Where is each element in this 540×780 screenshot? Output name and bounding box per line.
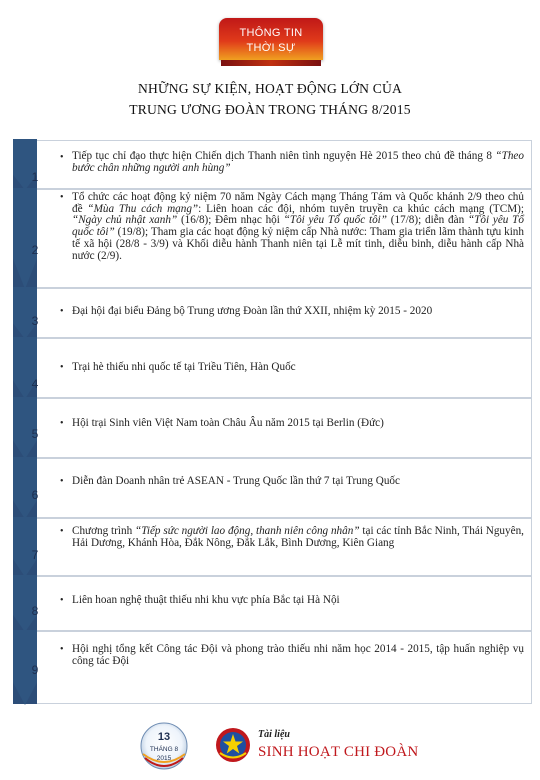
item-number: 4 [31, 377, 39, 391]
footer-month: THÁNG 8 [149, 746, 179, 753]
item-text: Trại hè thiếu nhi quốc tế tại Triều Tiên, Hàn Quốc [72, 361, 296, 373]
item-number: 7 [31, 548, 39, 562]
publication-title: SINH HOẠT CHI ĐOÀN [258, 744, 419, 760]
item-card [37, 458, 532, 518]
section-banner [219, 18, 323, 60]
item-text: Tổ chức các hoạt động kỷ niệm 70 năm Ngày Cách mạng Tháng Tám và Quốc khánh 2/9 theo chủ đề “Mùa Thu cách mạng”: Liên hoan các đội, nhóm tuyên truyền ca khúc cách mạng (TCM); “Ngày chủ nhật xanh” (16/8); Đêm nhạc hội “Tôi yêu Tổ quốc tôi” (17/8); diễn đàn “Tôi yêu Tổ quốc tôi” (19/8); Tham gia các hoạt động kỷ niệm cấp Nhà nước: Tham gia triển lãm thành tựu kinh tế xã hội (28/8 - 3/9) và Khối diễu hành Thanh niên tại Lễ mít tinh, diễu binh, diễu hành cấp Nhà nước (2/9). [72, 191, 524, 262]
list-item [0, 518, 540, 576]
item-number: 8 [31, 604, 39, 618]
bullet-icon: • [60, 476, 64, 487]
item-number: 9 [31, 663, 39, 677]
item-text: Hội nghị tổng kết Công tác Đội và phong trào thiếu nhi năm học 2014 - 2015, tập huấn nghiệp vụ công tác Đội [72, 643, 524, 667]
banner-line-1: THÔNG TIN [239, 27, 303, 39]
item-number: 6 [31, 488, 39, 502]
footer-label: Tài liệu [258, 729, 290, 740]
footer-year: 2015 [156, 755, 172, 762]
item-number-tab [13, 188, 37, 289]
bullet-icon: • [60, 644, 64, 655]
item-number: 3 [31, 314, 39, 328]
bullet-icon: • [60, 362, 64, 373]
bullet-icon: • [60, 595, 64, 606]
list-item [0, 631, 540, 704]
item-text: Tiếp tục chỉ đạo thực hiện Chiến dịch Thanh niên tình nguyện Hè 2015 theo chủ đề tháng 8 “Theo bước chân những người anh hùng” [72, 150, 524, 174]
bullet-icon: • [60, 152, 64, 163]
item-text: Đại hội đại biểu Đảng bộ Trung ương Đoàn lần thứ XXII, nhiệm kỳ 2015 - 2020 [72, 305, 433, 317]
list-item [0, 189, 540, 288]
page-title-line-1: NHỮNG SỰ KIỆN, HOẠT ĐỘNG LỚN CỦA [138, 81, 402, 96]
item-number: 2 [31, 243, 39, 257]
item-text: Hội trại Sinh viên Việt Nam toàn Châu Âu năm 2015 tại Berlin (Đức) [72, 417, 384, 429]
youth-union-logo-icon [214, 726, 252, 764]
page-number: 13 [157, 731, 171, 743]
list-item [0, 338, 540, 398]
bullet-icon: • [60, 192, 64, 203]
item-card [37, 631, 532, 704]
bullet-icon: • [60, 526, 64, 537]
item-number-tab [13, 517, 37, 577]
page-title-line-2: TRUNG ƯƠNG ĐOÀN TRONG THÁNG 8/2015 [129, 102, 411, 117]
item-number-tab [13, 287, 37, 339]
item-number: 5 [31, 427, 39, 441]
item-text: Liên hoan nghệ thuật thiếu nhi khu vực phía Bắc tại Hà Nội [72, 594, 340, 606]
bullet-icon: • [60, 418, 64, 429]
list-item [0, 398, 540, 458]
banner-line-2: THỜI SỰ [246, 42, 296, 54]
list-item [0, 458, 540, 518]
item-text: Chương trình “Tiếp sức người lao động, thanh niên công nhân” tại các tỉnh Bắc Ninh, Thái Nguyên, Hải Dương, Khánh Hòa, Đắk Nông, Đắk Lắk, Bình Dương, Kiên Giang [72, 525, 524, 549]
banner-ribbon [221, 60, 321, 66]
list-item [0, 140, 540, 189]
list-item [0, 288, 540, 338]
list-item [0, 576, 540, 631]
item-number: 1 [31, 170, 39, 184]
item-text: Diễn đàn Doanh nhân trẻ ASEAN - Trung Quốc lần thứ 7 tại Trung Quốc [72, 475, 400, 487]
bullet-icon: • [60, 306, 64, 317]
